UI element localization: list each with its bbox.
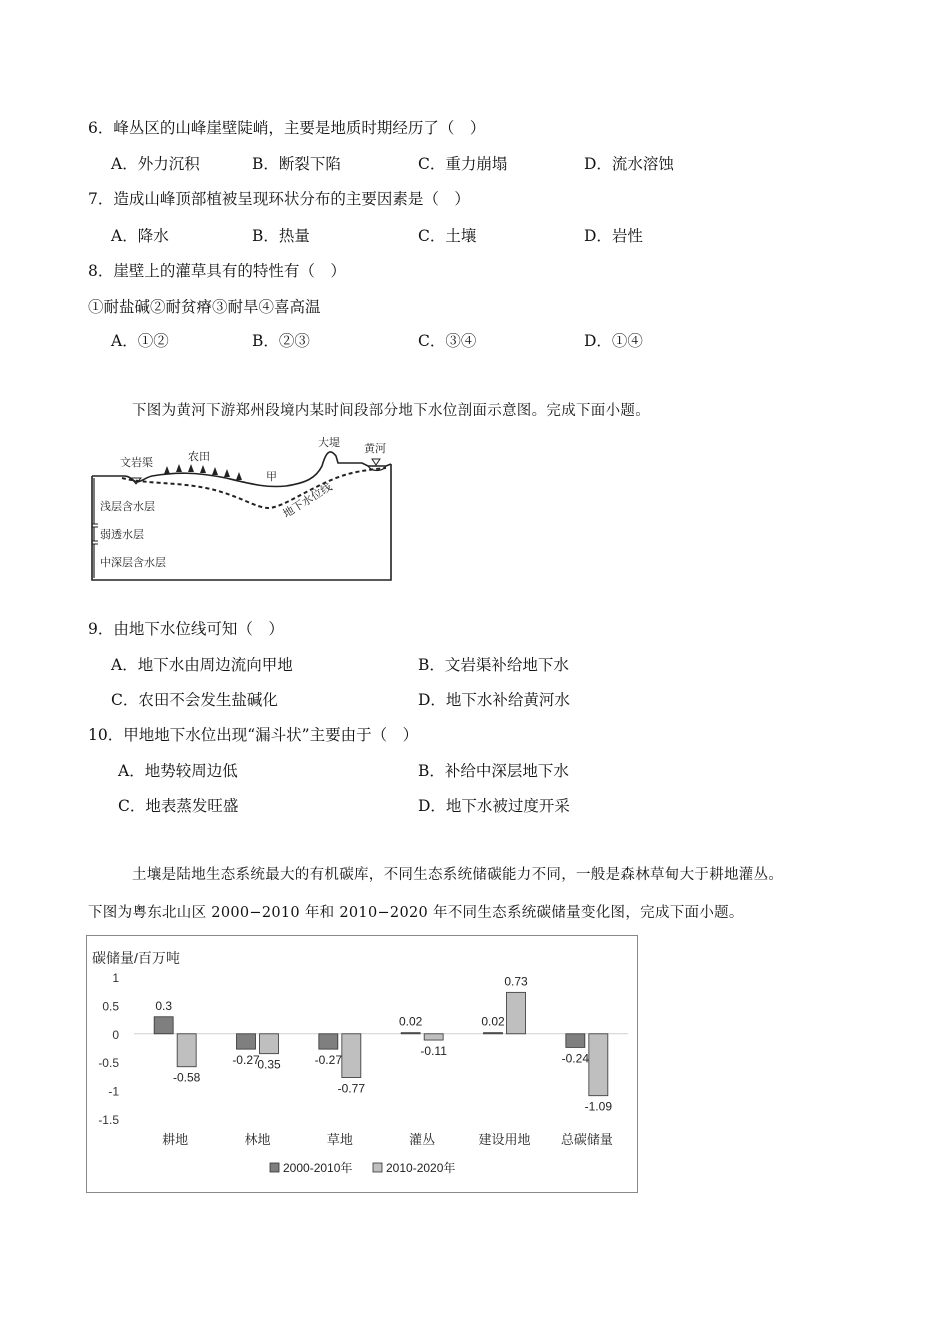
q7-option-b: B．热量 bbox=[252, 227, 310, 245]
data-label: -0.77 bbox=[337, 1081, 366, 1096]
y-axis-title: 碳储量/百万吨 bbox=[92, 950, 180, 966]
intro-carbon-line1: 土壤是陆地生态系统最大的有机碳库，不同生态系统储碳能力不同，一般是森林草甸大于耕地灌丛。 bbox=[132, 867, 784, 883]
data-label: -0.24 bbox=[561, 1051, 590, 1066]
label-farmland: 农田 bbox=[188, 451, 210, 463]
bar-2010-2020 bbox=[342, 1034, 361, 1078]
x-tick-label: 灌丛 bbox=[409, 1132, 436, 1147]
intro-groundwater: 下图为黄河下游郑州段境内某时间段部分地下水位剖面示意图。完成下面小题。 bbox=[132, 403, 650, 419]
y-tick-label: 0 bbox=[112, 1027, 119, 1042]
q6-option-a: A．外力沉积 bbox=[111, 155, 200, 173]
q6-option-c: C．重力崩塌 bbox=[418, 155, 508, 173]
data-label: -0.11 bbox=[420, 1044, 447, 1059]
x-tick-label: 总碳储量 bbox=[560, 1132, 613, 1147]
carbon-storage-chart bbox=[86, 935, 638, 1193]
bar-2010-2020 bbox=[507, 992, 526, 1033]
chart-canvas bbox=[87, 936, 637, 1192]
data-label: -0.58 bbox=[172, 1070, 201, 1085]
data-label: 0.02 bbox=[481, 1014, 505, 1029]
label-jia: 甲 bbox=[266, 471, 277, 483]
bar-2000-2010 bbox=[154, 1017, 173, 1034]
q10-option-a: A．地势较周边低 bbox=[118, 762, 238, 780]
q9-option-c: C．农田不会发生盐碱化 bbox=[111, 691, 278, 709]
label-deep-aquifer: 中深层含水层 bbox=[100, 557, 166, 569]
q10-option-d: D．地下水被过度开采 bbox=[418, 797, 570, 815]
q7-option-a: A．降水 bbox=[111, 227, 169, 245]
river-water-marker bbox=[372, 459, 380, 465]
bar-2000-2010 bbox=[566, 1034, 585, 1048]
data-label: 0.02 bbox=[398, 1014, 423, 1029]
bar-2010-2020 bbox=[177, 1034, 196, 1067]
bar-2010-2020 bbox=[260, 1034, 279, 1054]
data-label: -0.27 bbox=[232, 1053, 260, 1068]
legend-label: 2000-2010年 bbox=[283, 1161, 353, 1175]
q8-option-d: D．①④ bbox=[584, 332, 643, 350]
q6-stem: 6．峰丛区的山峰崖壁陡峭，主要是地质时期经历了（ ） bbox=[88, 119, 486, 137]
legend-swatch bbox=[270, 1163, 279, 1172]
y-tick-label: -1 bbox=[108, 1084, 119, 1099]
data-label: -0.27 bbox=[314, 1053, 343, 1068]
label-river: 黄河 bbox=[364, 443, 386, 455]
bar-2000-2010 bbox=[237, 1034, 256, 1049]
q7-option-c: C．土壤 bbox=[418, 227, 477, 245]
q9-option-d: D．地下水补给黄河水 bbox=[418, 691, 570, 709]
y-tick-label: 0.5 bbox=[102, 999, 119, 1014]
data-label: 0.3 bbox=[155, 998, 173, 1013]
label-levee: 大堤 bbox=[318, 437, 340, 449]
bar-2010-2020 bbox=[589, 1034, 608, 1096]
data-label: -1.09 bbox=[584, 1099, 613, 1114]
q6-option-d: D．流水溶蚀 bbox=[584, 155, 674, 173]
q8-option-c: C．③④ bbox=[418, 332, 477, 350]
y-tick-label: -1.5 bbox=[98, 1113, 119, 1127]
data-label: 0.35 bbox=[257, 1057, 281, 1072]
x-tick-label: 林地 bbox=[244, 1132, 271, 1147]
data-label: 0.73 bbox=[504, 974, 528, 989]
q8-option-a: A．①② bbox=[111, 332, 169, 350]
label-shallow-aquifer: 浅层含水层 bbox=[100, 501, 155, 513]
label-canal: 文岩渠 bbox=[120, 457, 153, 469]
bar-2000-2010 bbox=[401, 1033, 420, 1034]
bar-2000-2010 bbox=[484, 1033, 503, 1034]
y-tick-label: 1 bbox=[112, 971, 119, 985]
q9-option-a: A．地下水由周边流向甲地 bbox=[111, 656, 293, 674]
intro-carbon-line2: 下图为粤东北山区 2000−2010 年和 2010−2020 年不同生态系统碳储量变化图，完成下面小题。 bbox=[88, 905, 744, 921]
y-tick-label: -0.5 bbox=[98, 1056, 119, 1071]
q10-stem: 10．甲地地下水位出现“漏斗状”主要由于（ ） bbox=[88, 726, 419, 744]
q7-stem: 7．造成山峰顶部植被呈现环状分布的主要因素是（ ） bbox=[88, 190, 470, 208]
label-watertable: 地下水位线 bbox=[281, 481, 335, 521]
label-weak-permeable: 弱透水层 bbox=[100, 529, 144, 541]
q8-items: ①耐盐碱②耐贫瘠③耐旱④喜高温 bbox=[88, 298, 321, 316]
q8-option-b: B．②③ bbox=[252, 332, 310, 350]
groundwater-profile-diagram bbox=[86, 428, 396, 584]
legend-swatch bbox=[373, 1163, 382, 1172]
farmland-vegetation bbox=[164, 464, 242, 480]
x-tick-label: 建设用地 bbox=[478, 1132, 531, 1147]
q9-option-b: B．文岩渠补给地下水 bbox=[418, 656, 569, 674]
bar-2010-2020 bbox=[424, 1034, 443, 1040]
q10-option-c: C．地表蒸发旺盛 bbox=[118, 797, 239, 815]
q8-stem: 8．崖壁上的灌草具有的特性有（ ） bbox=[88, 262, 346, 280]
x-tick-label: 耕地 bbox=[162, 1132, 189, 1147]
bar-2000-2010 bbox=[319, 1034, 338, 1049]
q10-option-b: B．补给中深层地下水 bbox=[418, 762, 569, 780]
q9-stem: 9．由地下水位线可知（ ） bbox=[88, 620, 284, 638]
legend-label: 2010-2020年 bbox=[386, 1161, 456, 1175]
q7-option-d: D．岩性 bbox=[584, 227, 643, 245]
x-tick-label: 草地 bbox=[326, 1132, 353, 1147]
q6-option-b: B．断裂下陷 bbox=[252, 155, 341, 173]
